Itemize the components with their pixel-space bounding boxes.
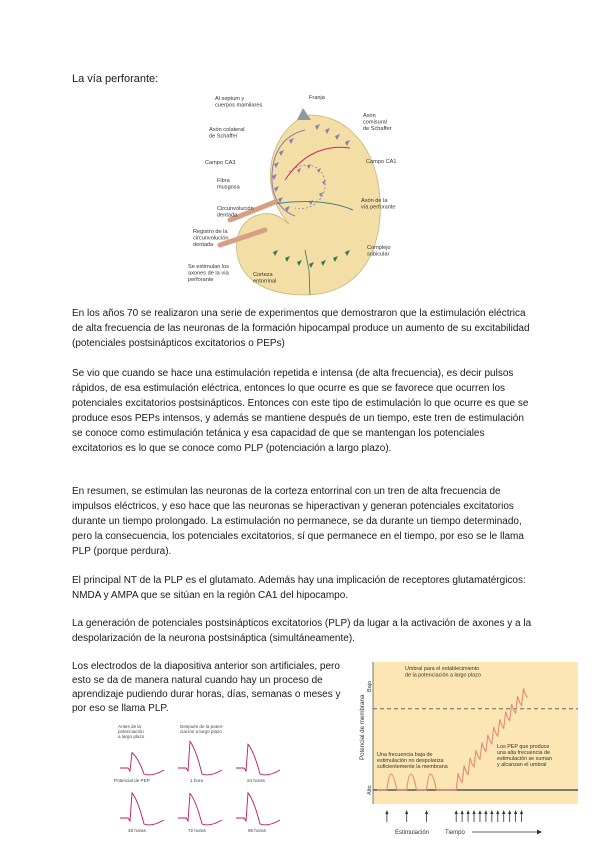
page-title: La vía perforante:: [72, 73, 159, 85]
stimulus-arrow-head: [405, 810, 408, 814]
paragraph-4: El principal NT de la PLP es el glutamato. Además hay una implicación de receptores glutamatérgicos: NMDA y AMPA que se sitúan en la región CA1 del hipocampo.: [72, 575, 526, 601]
epsp-trace: [236, 744, 280, 775]
caption-96h: 96 horas: [248, 828, 266, 833]
y-tick-low: Alto: [367, 785, 373, 795]
label-franja: Franja: [309, 95, 325, 101]
caption-72h: 72 horas: [188, 828, 206, 833]
time-arrow-head: [537, 830, 542, 835]
stimulus-arrow-head: [514, 810, 517, 814]
x-axis-label: Tiempo: [445, 830, 465, 836]
label-recording: Registro de la circunvolución dentada: [193, 229, 229, 248]
stimulus-arrow-head: [490, 810, 493, 814]
paragraph-side: Los electrodos de la diapositiva anterior son artificiales, pero esto se da de manera natural cuando hay un proceso de aprendizaje pudiendo durar horas, días, semanas o meses y por eso se llama PLP.: [72, 661, 341, 714]
caption-1h: 1 hora: [190, 778, 204, 783]
stimulus-arrow-head: [461, 810, 464, 814]
y-tick-high: Bajo: [367, 680, 373, 692]
trace-group: [120, 741, 280, 825]
epsp-trace: [178, 793, 222, 825]
paragraph-1: En los años 70 se realizaron una serie de experimentos que demostraron que la estimulación eléctrica de alta frecuencia de las neuronas de la formación hipocampal produce un aumento de su excitabilidad (potenciales postsinápticos excitatorios o PEPs): [72, 308, 530, 349]
label-septum: Al septum y cuerpos mamilares: [215, 96, 263, 109]
epsp-trace: [178, 741, 222, 775]
label-ca1: Campo CA1: [366, 159, 397, 165]
paragraph-3: En resumen, se estimulan las neuronas de la corteza entorrinal con un tren de alta frecuencia de impulsos eléctricos, y eso hace que las neuronas se hiperactivan y generan potenciales excitatorios durante un tiempo prolongado. La estimulación no permanece, se da durante un tiempo determinado, pero la consecuencia, los potenciales excitatorios, sí que permanece en el tiempo, por eso se le llama PLP (porque perdura).: [72, 486, 524, 557]
label-perforant-axon: Axón de la vía perforante: [361, 198, 396, 211]
epsp-trace: [120, 753, 164, 775]
stimulus-arrow-head: [455, 810, 458, 814]
caption-24h: 24 horas: [247, 778, 265, 783]
low-frequency-label: Una frecuencia baja de estimulación no despolariza suficientemente la membrana: [377, 752, 448, 770]
label-commissural: Axón comisural de Schaffer: [363, 113, 392, 132]
paragraph-2: Se vio que cuando se hace una estimulación repetida e intensa (de alta frecuencia), es decir pulsos rápidos, de esa estimulación eléctrica, entonces lo que ocurre es que se favorece que ocurren los potenciales excitatorios postsinápticos. Entonces con este tipo de estimulación lo que ocurre es que se produce esos PEPs intensos, y además se mantiene después de un tiempo, este tren de estimulación se conoce como estimulación tetánica y esa capacidad de que se mantengan los potenciales excitatorios es lo que se conoce como PLP (potenciación a largo plazo).: [72, 368, 529, 454]
stimulus-arrow-head: [425, 810, 428, 814]
stimulus-arrow-head: [502, 810, 505, 814]
stimulus-arrow-head: [496, 810, 499, 814]
label-dentate: Circunvolución dentada: [217, 206, 254, 219]
traces-header-after: Después de la poten-ciación a largo plazo: [180, 724, 224, 734]
chart-plot-area: [373, 662, 578, 804]
high-frequency-label: Los PEP que produce una alta frecuencia de estimulación se suman y alcanzan el umbral: [497, 744, 552, 768]
stimulus-arrows: [385, 810, 523, 822]
ltp-summation-chart: [355, 660, 580, 840]
threshold-label: Umbral para el establecimiento de la potenciación a largo plazo: [405, 666, 481, 679]
epsp-traces-figure: [112, 722, 287, 834]
caption-48h: 48 horas: [128, 828, 146, 833]
epsp-trace: [120, 793, 164, 825]
fimbria-shape: [297, 108, 311, 120]
label-mossy: Fibra musgosa: [217, 178, 240, 191]
label-schaffer-axon: Axón colateral de Schaffer: [209, 127, 245, 140]
label-cortex: Corteza entorrinal: [253, 272, 277, 285]
traces-header-before: Antes de la potenciación a largo plazo: [118, 724, 145, 739]
hippocampus-diagram: [185, 90, 425, 300]
caption-peak: Potencial de PEP: [114, 778, 150, 783]
stimulus-arrow-head: [385, 810, 388, 814]
label-ca3: Campo CA3: [205, 160, 236, 166]
stimulus-arrow-head: [466, 810, 469, 814]
x-stim-label: Estimulación: [395, 830, 430, 836]
label-stim: Se estimulan los axones de la vía perforante: [188, 264, 230, 283]
stimulus-arrow-head: [508, 810, 511, 814]
stimulus-arrow-head: [478, 810, 481, 814]
y-axis-label: Potencial de membrana: [359, 694, 366, 760]
paragraph-5: La generación de potenciales postsinápticos excitatorios (PLP) da lugar a la activación de axones y a la despolarización de la neurona postsináptica (simultáneamente).: [72, 618, 532, 644]
epsp-trace: [236, 793, 280, 825]
stimulus-arrow-head: [520, 810, 523, 814]
stimulus-arrow-head: [472, 810, 475, 814]
label-subicular: Complejo subicular: [367, 245, 391, 258]
stimulus-arrow-head: [484, 810, 487, 814]
